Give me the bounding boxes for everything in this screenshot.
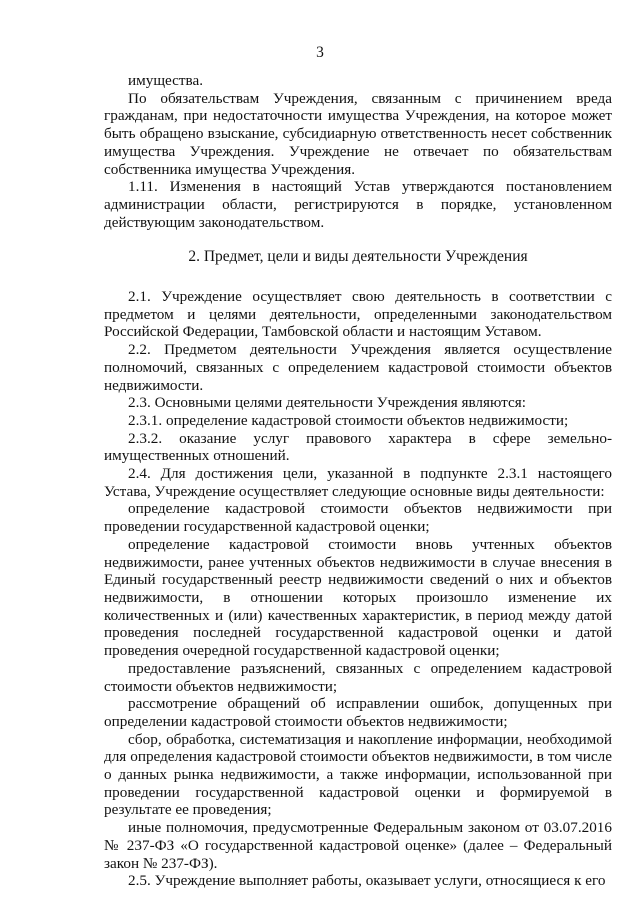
list-item: сбор, обработка, систематизация и накопление информации, необходимой для определения кадастровой стоимости объектов недвижимости, в том числе о данных рынка недвижимости, а также информации, использованной при проведении государственной кадастровой оценки и формируемой в результате ее проведения; [104,730,612,819]
section-heading: 2. Предмет, цели и виды деятельности Учреждения [188,248,528,266]
paragraph: 2.4. Для достижения цели, указанной в подпункте 2.3.1 настоящего Устава, Учреждение осуществляет следующие основные виды деятельности: [104,465,612,500]
paragraph: 2.3.1. определение кадастровой стоимости объектов недвижимости; [128,411,569,429]
paragraph: 2.5. Учреждение выполняет работы, оказывает услуги, относящиеся к его [128,872,606,890]
document-body [104,72,612,890]
paragraph: 2.1. Учреждение осуществляет свою деятельность в соответствии с предметом и целями деятельности, определенными законодательством Российской Федерации, Тамбовской области и настоящим Уставом. [104,288,612,341]
paragraph: 2.3.2. оказание услуг правового характера в сфере земельно-имущественных отношений. [104,429,612,465]
paragraph: 2.3. Основными целями деятельности Учреждения являются: [128,394,526,412]
page-number: 3 [316,44,324,61]
list-item: рассмотрение обращений об исправлении ошибок, допущенных при определении кадастровой стоимости объектов недвижимости; [104,695,612,730]
paragraph: имущества. [128,72,204,89]
list-item: определение кадастровой стоимости вновь учтенных объектов недвижимости, ранее учтенных объектов недвижимости в случае внесения в Единый государственный реестр недвижимости сведений о них и объектов недвижимости, в отношении которых произошло изменение их количественных и (или) качественных характеристик, в период между датой проведения последней государственной кадастровой оценки и датой проведения очередной государственной кадастровой оценки; [104,535,612,660]
list-item: предоставление разъяснений, связанных с определением кадастровой стоимости объектов недвижимости; [104,659,612,695]
list-item: определение кадастровой стоимости объектов недвижимости при проведении государственной кадастровой оценки; [104,500,612,536]
paragraph: По обязательствам Учреждения, связанным с причинением вреда гражданам, при недостаточности имущества Учреждения, на которое может быть обращено взыскание, субсидиарную ответственность несет собственник имущества Учреждения. Учреждение не отвечает по обязательствам собственника имущества Учреждения. [104,89,612,178]
paragraph: 1.11. Изменения в настоящий Устав утверждаются постановлением администрации области, регистрируются в порядке, установленном действующим законодательством. [104,178,612,231]
paragraph: 2.2. Предметом деятельности Учреждения является осуществление полномочий, связанных с определением кадастровой стоимости объектов недвижимости. [104,341,612,394]
list-item: иные полномочия, предусмотренные Федеральным законом от 03.07.2016 № 237-ФЗ «О государственной кадастровой оценке» (далее – Федеральный закон № 237-ФЗ). [104,819,612,872]
